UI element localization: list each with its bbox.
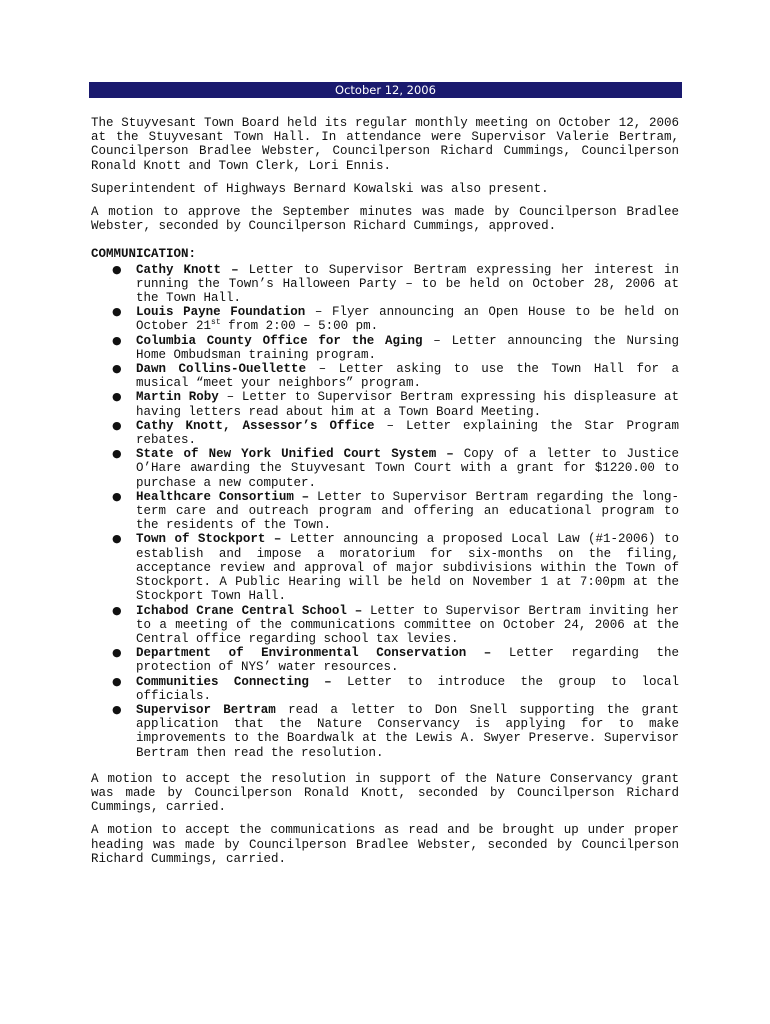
communication-item [91, 390, 679, 418]
communication-item [91, 646, 679, 674]
communication-heading: COMMUNICATION: [91, 247, 197, 262]
communication-text: – Flyer announcing an Open House to be held on October 21 [136, 305, 679, 334]
communication-text: Letter to Supervisor Bertram inviting her to a meeting of the communications committee on October 24, 2006 at the Central office regarding school tax levies. [136, 603, 679, 646]
resolution-motion-paragraph: A motion to accept the resolution in support of the Nature Conservancy grant was made by Councilperson Ronald Knott, seconded by Councilperson Richard Cummings, carried. [91, 771, 679, 815]
bullet-icon: ● [112, 646, 122, 660]
communication-sender: Louis Payne Foundation [136, 305, 306, 320]
communication-text: Letter to Supervisor Bertram regarding the long-term care and outreach program and offering an educational program to the residents of the Town. [136, 489, 680, 533]
communication-text: read a letter to Don Snell supporting the grant application that the Nature Conservancy is applying for to make improvements to the Boardwalk at the Lewis A. Swyer Preserve. Supervisor Bertram then read the resolution. [136, 702, 680, 760]
communication-item [91, 604, 679, 647]
communication-text: Letter to Supervisor Bertram expressing her interest in running the Town’s Halloween Party – to be held on October 28, 2006 at the Town Hall. [136, 262, 679, 306]
communication-sender: Columbia County Office for the Aging [136, 333, 423, 348]
communication-item [91, 362, 679, 390]
communication-item [91, 490, 679, 533]
bullet-icon: ● [112, 489, 122, 503]
communication-item [91, 263, 679, 306]
bullet-icon: ● [112, 333, 122, 347]
minutes-motion-paragraph: A motion to approve the September minutes was made by Councilperson Bradlee Webster, seconded by Councilperson Richard Cummings, approved. [91, 205, 679, 234]
communication-item [91, 447, 679, 490]
communication-list [91, 263, 679, 760]
communication-text: – Letter announcing the Nursing Home Ombudsman training program. [136, 333, 679, 362]
communication-sender: Supervisor Bertram [136, 702, 276, 717]
communication-item [91, 675, 679, 703]
communication-sender: Dawn Collins-Ouellette [136, 362, 307, 377]
communication-text: – Letter explaining the Star Program rebates. [136, 418, 679, 448]
minutes-body [91, 116, 679, 875]
bullet-icon: ● [112, 702, 122, 716]
attendance-paragraph: The Stuyvesant Town Board held its regular monthly meeting on October 12, 2006 at the Stuyvesant Town Hall. In attendance were Supervisor Valerie Bertram, Councilperson Bradlee Webster, Councilperson Richard Cummings, Councilperson Ronald Knott and Town Clerk, Lori Ennis. [91, 116, 679, 173]
bullet-icon: ● [112, 305, 122, 319]
bullet-icon: ● [112, 532, 122, 546]
communication-sender: Ichabod Crane Central School – [136, 603, 363, 618]
bullet-icon: ● [112, 447, 122, 461]
communication-item [91, 334, 679, 362]
communication-sender: Healthcare Consortium – [136, 489, 310, 504]
communication-sender: State of New York Unified Court System – [136, 447, 454, 462]
communication-sender: Cathy Knott, Assessor’s Office [136, 418, 375, 433]
bullet-icon: ● [112, 362, 122, 376]
ordinal-suffix: st [211, 318, 221, 328]
communication-sender: Martin Roby [136, 390, 219, 405]
highways-paragraph: Superintendent of Highways Bernard Kowalski was also present. [91, 181, 549, 196]
communication-item [91, 419, 679, 447]
communication-text-continued: from 2:00 – 5:00 pm. [220, 319, 379, 334]
communication-item [91, 305, 679, 333]
communication-text: Letter regarding the protection of NYS’ water resources. [136, 646, 679, 675]
bullet-icon: ● [112, 262, 122, 276]
communication-sender: Town of Stockport – [136, 532, 282, 547]
communication-text: Letter to introduce the group to local officials. [136, 674, 679, 703]
bullet-icon: ● [112, 418, 122, 432]
bullet-icon: ● [112, 603, 122, 617]
communication-sender: Communities Connecting – [136, 674, 332, 689]
bullet-icon: ● [112, 390, 122, 404]
communication-text: – Letter asking to use the Town Hall for a musical “meet your neighbors” program. [136, 362, 679, 391]
communication-sender: Department of Environmental Conservation – [136, 646, 492, 661]
communication-item [91, 532, 679, 603]
bullet-icon: ● [112, 674, 122, 688]
communications-motion-paragraph: A motion to accept the communications as read and be brought up under proper heading was made by Councilperson Bradlee Webster, seconded by Councilperson Richard Cummings, carried. [91, 823, 679, 866]
date-banner: October 12, 2006 [89, 82, 682, 98]
communication-item [91, 703, 679, 760]
communication-text: – Letter to Supervisor Bertram expressing his displeasure at having letters read about him at a Town Board Meeting. [136, 390, 680, 419]
communication-sender: Cathy Knott – [136, 262, 239, 277]
communication-text: Letter announcing a proposed Local Law (#1-2006) to establish and impose a moratorium for six-months on the filing, acceptance review and approval of major subdivisions within the Town of Stockport. A Public Hearing will be held on November 1 at 7:00pm at the Stockport Town Hall. [136, 532, 679, 604]
communication-text: Copy of a letter to Justice O’Hare awarding the Stuyvesant Town Court with a grant for $1220.00 to purchase a new computer. [136, 447, 679, 490]
